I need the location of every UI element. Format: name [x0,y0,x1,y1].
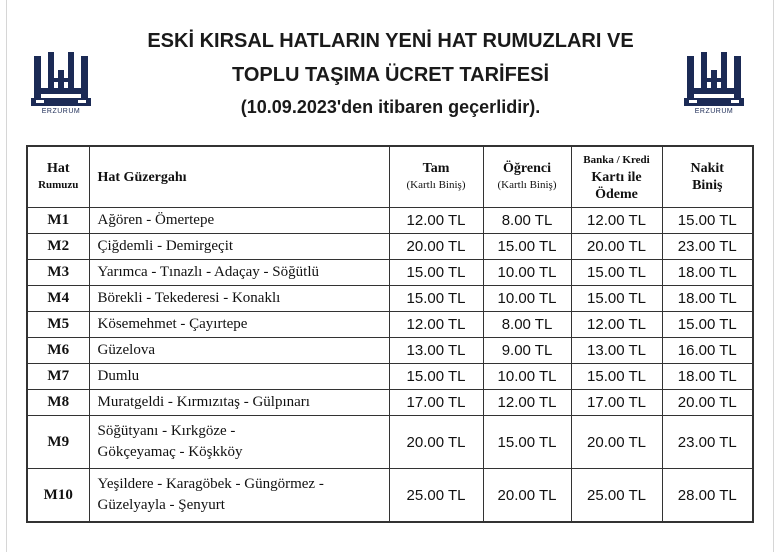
cell-route: Börekli - Tekederesi - Konaklı [89,286,389,312]
column-header-route: Hat Güzergahı [89,146,389,208]
cell-cash: 28.00 TL [662,469,753,523]
cell-full: 20.00 TL [389,416,483,469]
column-header-full-sub: (Kartlı Biniş) [406,179,466,191]
cell-route: Muratgeldi - Kırmızıtaş - Gülpınarı [89,390,389,416]
page-title-line2: TOPLU TAŞIMA ÜCRET TARİFESİ [231,64,550,86]
column-header-code [27,146,89,208]
cell-cash: 18.00 TL [662,260,753,286]
cell-card: 13.00 TL [571,338,662,364]
column-header-student-sub: (Kartlı Biniş) [497,179,557,191]
cell-card: 20.00 TL [571,416,662,469]
column-header-card [571,146,662,208]
cell-route: Yarımca - Tınazlı - Adaçay - Söğütlü [89,260,389,286]
cell-route: Kösemehmet - Çayırtepe [89,312,389,338]
cell-cash: 16.00 TL [662,338,753,364]
table-row [27,208,753,234]
table-row [27,234,753,260]
cell-student: 9.00 TL [483,338,571,364]
cell-code: M6 [27,338,89,364]
cell-full: 15.00 TL [389,364,483,390]
cell-full: 17.00 TL [389,390,483,416]
column-header-card-line3: Ödeme [595,186,638,202]
cell-route: Ağören - Ömertepe [89,208,389,234]
cell-route-line2: Güzelyayla - Şenyurt [97,497,225,513]
logo-caption: ERZURUM [41,108,81,115]
cell-full: 12.00 TL [389,208,483,234]
table-row [27,364,753,390]
table-row [27,286,753,312]
cell-route-line1: Söğütyanı - Kırkgöze - [97,423,236,439]
cell-full: 12.00 TL [389,312,483,338]
cell-card: 20.00 TL [571,234,662,260]
table-row [27,416,753,469]
cell-full: 15.00 TL [389,260,483,286]
cell-full: 25.00 TL [389,469,483,523]
cell-route [89,469,389,523]
cell-code: M2 [27,234,89,260]
column-header-cash-line1: Nakit [690,161,724,176]
cell-route [89,416,389,469]
column-header-cash [662,146,753,208]
column-header-card-line2: Kartı ile [591,169,642,185]
municipality-emblem-icon [30,48,92,108]
cell-student: 12.00 TL [483,390,571,416]
cell-full: 15.00 TL [389,286,483,312]
cell-full: 13.00 TL [389,338,483,364]
cell-student: 10.00 TL [483,260,571,286]
column-header-full [389,146,483,208]
column-header-code-line2: Rumuzu [38,179,79,191]
cell-cash: 20.00 TL [662,390,753,416]
cell-student: 15.00 TL [483,416,571,469]
cell-code: M5 [27,312,89,338]
column-header-card-line1: Banka / Kredi [583,153,650,166]
cell-card: 15.00 TL [571,260,662,286]
table-row [27,469,753,523]
cell-card: 12.00 TL [571,312,662,338]
cell-card: 25.00 TL [571,469,662,523]
cell-card: 12.00 TL [571,208,662,234]
municipality-emblem-icon [683,48,745,108]
cell-cash: 18.00 TL [662,364,753,390]
column-header-code-line1: Hat [46,161,70,176]
cell-student: 15.00 TL [483,234,571,260]
erzurum-logo-left [30,48,92,120]
cell-code: M1 [27,208,89,234]
cell-cash: 18.00 TL [662,286,753,312]
validity-note: (10.09.2023'den itibaren geçerlidir). [240,97,541,117]
cell-route-line2: Gökçeyamaç - Köşkköy [97,444,243,460]
cell-student: 8.00 TL [483,208,571,234]
cell-card: 17.00 TL [571,390,662,416]
cell-cash: 23.00 TL [662,234,753,260]
fare-table [26,145,754,523]
table-row [27,312,753,338]
table-header-row [27,146,753,208]
cell-cash: 23.00 TL [662,416,753,469]
cell-student: 10.00 TL [483,364,571,390]
cell-code: M3 [27,260,89,286]
cell-full: 20.00 TL [389,234,483,260]
cell-route: Çiğdemli - Demirgeçit [89,234,389,260]
cell-student: 8.00 TL [483,312,571,338]
table-row [27,390,753,416]
column-header-student-label: Öğrenci [503,161,551,176]
cell-cash: 15.00 TL [662,208,753,234]
column-header-full-label: Tam [422,161,450,176]
erzurum-logo-right [683,48,745,120]
page-title-line1: ESKİ KIRSAL HATLARIN YENİ HAT RUMUZLARI VE [147,30,634,52]
column-header-cash-line2: Biniş [692,178,723,193]
cell-card: 15.00 TL [571,286,662,312]
table-row [27,338,753,364]
cell-card: 15.00 TL [571,364,662,390]
cell-cash: 15.00 TL [662,312,753,338]
cell-code: M8 [27,390,89,416]
cell-code: M10 [27,469,89,523]
column-header-student [483,146,571,208]
logo-caption: ERZURUM [694,108,734,115]
cell-route: Dumlu [89,364,389,390]
cell-route-line1: Yeşildere - Karagöbek - Güngörmez - [97,476,324,492]
cell-student: 20.00 TL [483,469,571,523]
cell-code: M7 [27,364,89,390]
cell-code: M4 [27,286,89,312]
cell-code: M9 [27,416,89,469]
cell-route: Güzelova [89,338,389,364]
table-row [27,260,753,286]
cell-student: 10.00 TL [483,286,571,312]
